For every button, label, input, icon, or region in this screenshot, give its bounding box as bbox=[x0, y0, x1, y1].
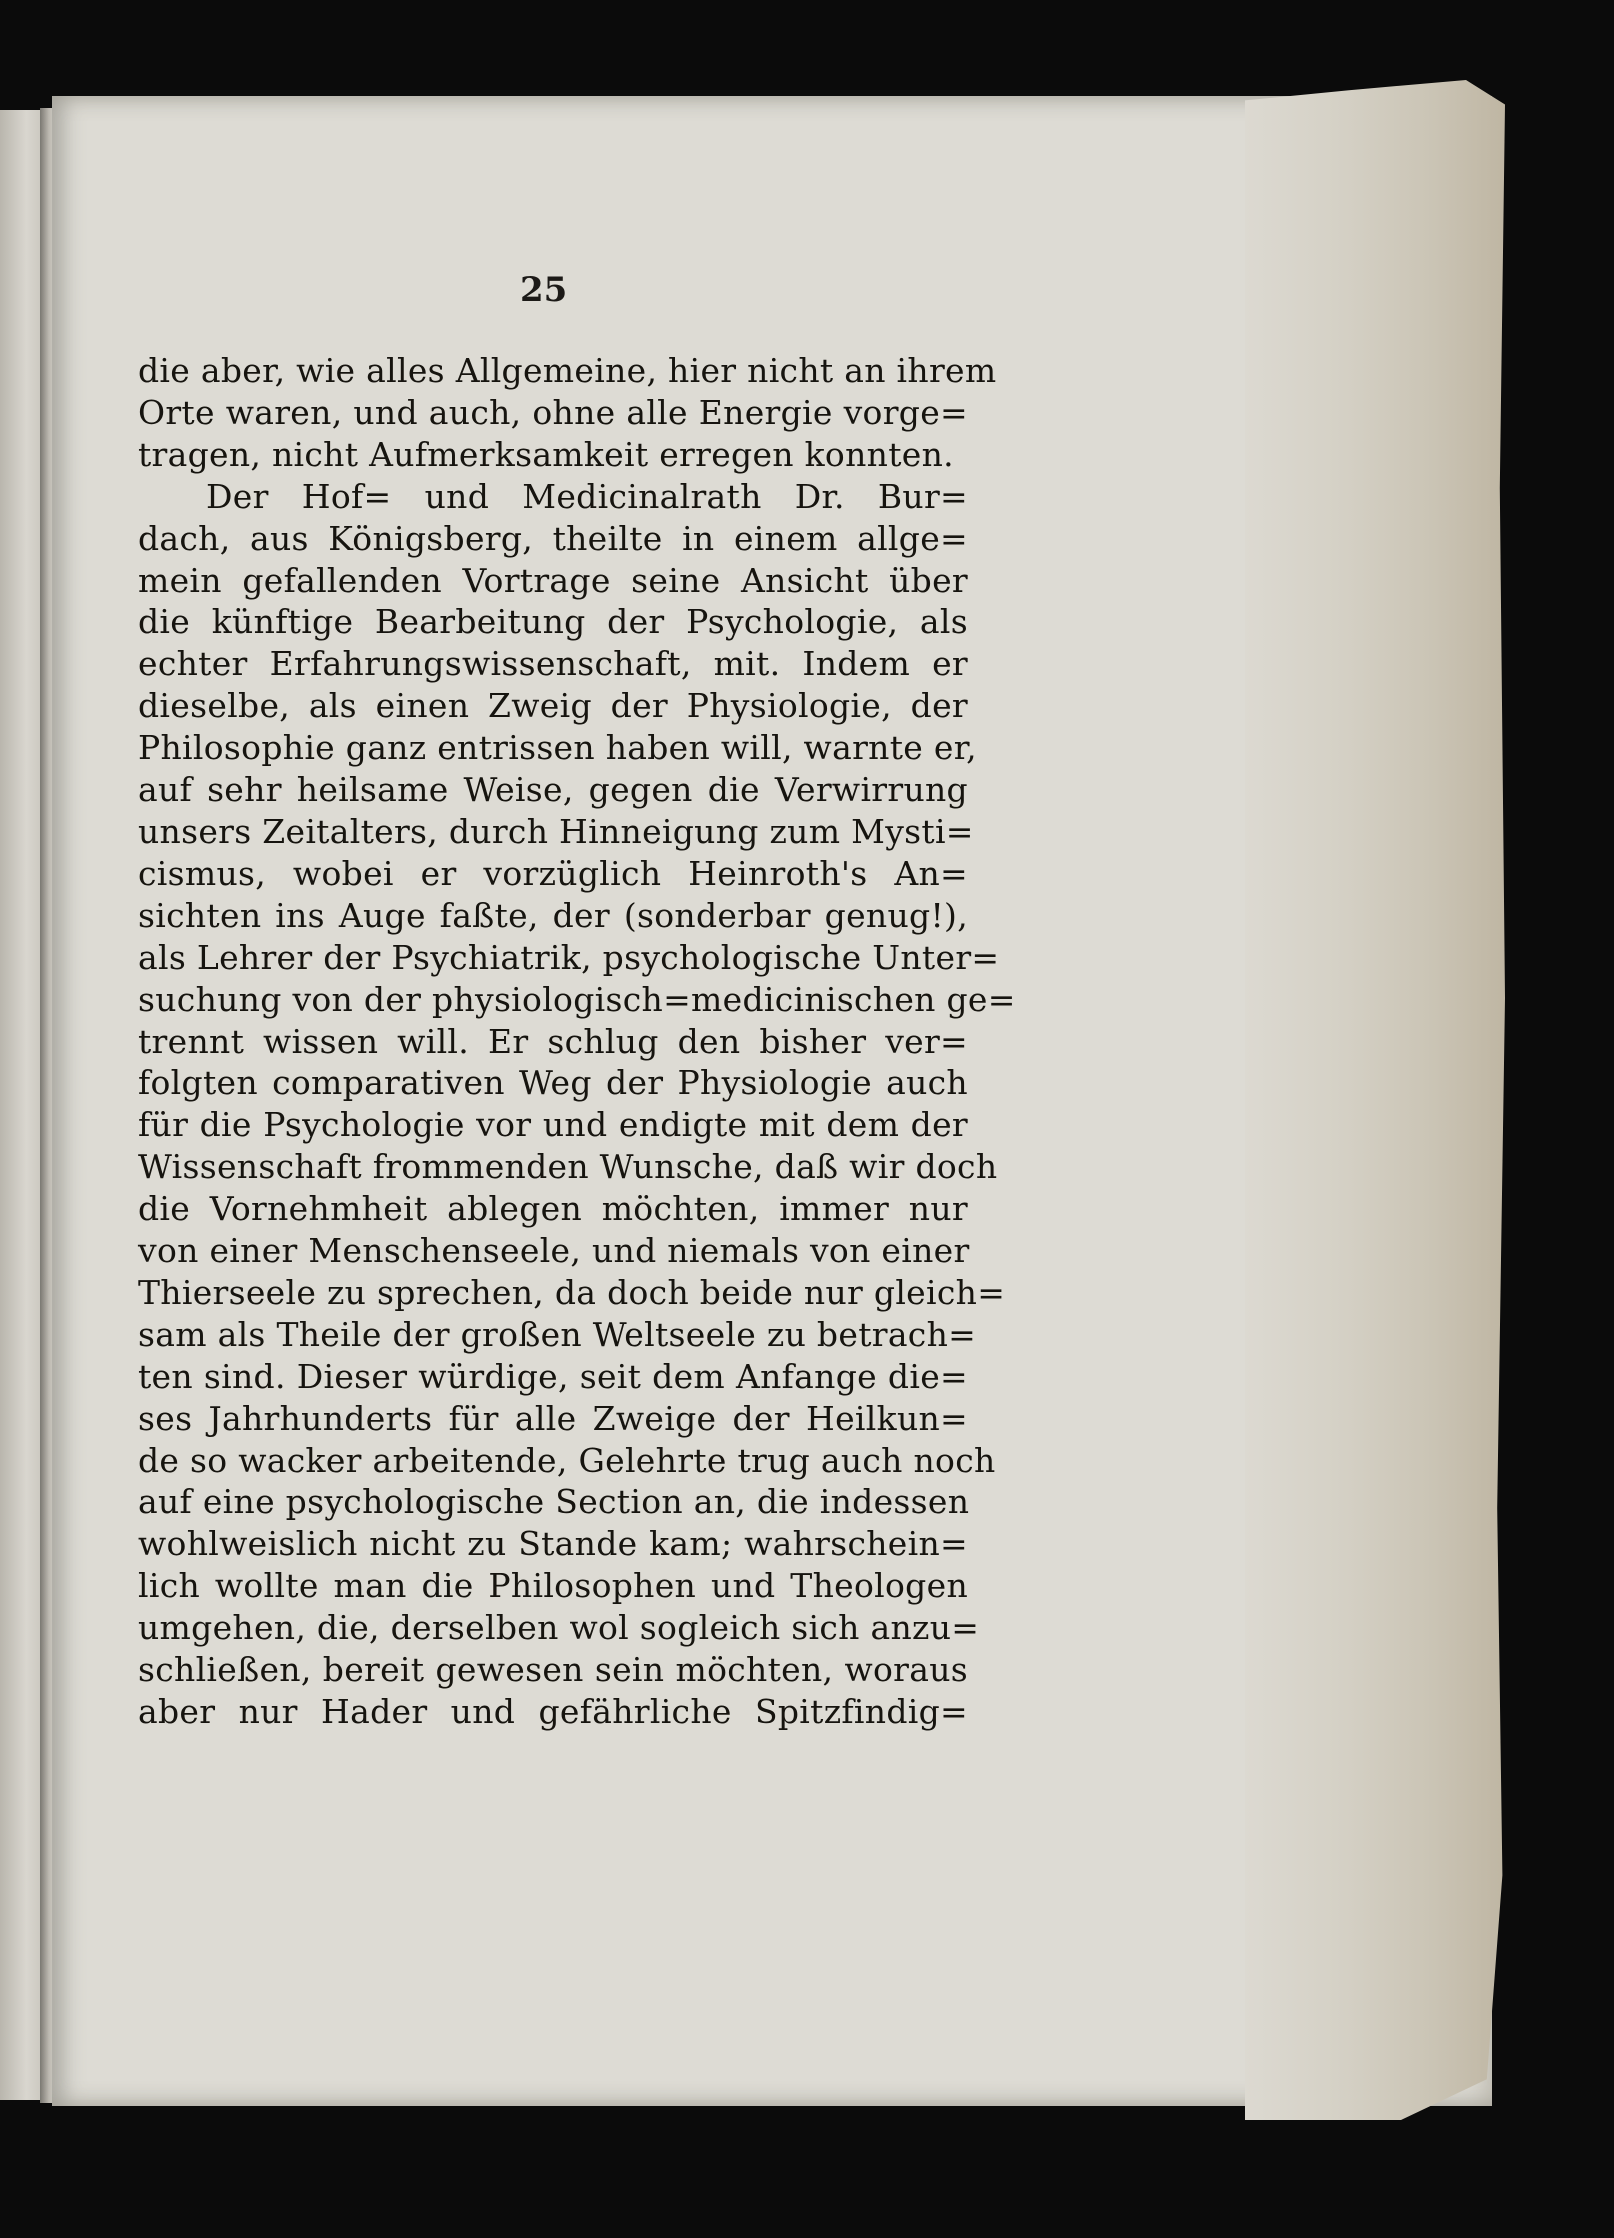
text-line: als Lehrer der Psychiatrik, psychologische Unter= bbox=[138, 937, 1000, 977]
page-body-text bbox=[138, 350, 1016, 1733]
text-line: mein gefallenden Vortrage seine Ansicht über bbox=[138, 560, 968, 600]
text-line: von einer Menschenseele, und niemals von einer bbox=[138, 1231, 970, 1271]
text-line: de so wacker arbeitende, Gelehrte trug auch noch bbox=[138, 1440, 996, 1480]
text-line: auf eine psychologische Section an, die indessen bbox=[138, 1482, 970, 1522]
text-line: folgten comparativen Weg der Physiologie auch bbox=[138, 1063, 968, 1103]
page-outer-edge bbox=[1245, 80, 1505, 2120]
text-line: Philosophie ganz entrissen haben will, warnte er, bbox=[138, 728, 977, 768]
text-line: sichten ins Auge faßte, der (sonderbar genug!), bbox=[138, 895, 968, 935]
text-line: umgehen, die, derselben wol sogleich sich anzu= bbox=[138, 1608, 980, 1648]
text-line: die Vornehmheit ablegen möchten, immer nur bbox=[138, 1189, 968, 1229]
text-line: Der Hof= und Medicinalrath Dr. Bur= bbox=[206, 476, 968, 516]
text-line: unsers Zeitalters, durch Hinneigung zum Mysti= bbox=[138, 811, 974, 851]
text-line: ses Jahrhunderts für alle Zweige der Heilkun= bbox=[138, 1398, 968, 1438]
text-line: für die Psychologie vor und endigte mit dem der bbox=[138, 1105, 968, 1145]
text-line: schließen, bereit gewesen sein möchten, woraus bbox=[138, 1650, 968, 1690]
text-line: die aber, wie alles Allgemeine, hier nicht an ihrem bbox=[138, 351, 997, 390]
text-line: Orte waren, und auch, ohne alle Energie vorge= bbox=[138, 392, 968, 432]
text-line: ten sind. Dieser würdige, seit dem Anfange die= bbox=[138, 1356, 968, 1396]
text-line: suchung von der physiologisch=medicinischen ge= bbox=[138, 979, 1016, 1019]
text-line: echter Erfahrungswissenschaft, mit. Indem er bbox=[138, 644, 968, 684]
page-number: 25 bbox=[520, 270, 568, 310]
text-line: sam als Theile der großen Weltseele zu betrach= bbox=[138, 1314, 977, 1354]
text-line: tragen, nicht Aufmerksamkeit erregen konnten. bbox=[138, 434, 954, 474]
text-line: dieselbe, als einen Zweig der Physiologie, der bbox=[138, 686, 968, 726]
text-line: Wissenschaft frommenden Wunsche, daß wir doch bbox=[138, 1147, 998, 1187]
text-line: Thierseele zu sprechen, da doch beide nur gleich= bbox=[138, 1272, 1006, 1312]
text-line: cismus, wobei er vorzüglich Heinroth's An= bbox=[138, 853, 968, 893]
text-line: auf sehr heilsame Weise, gegen die Verwirrung bbox=[138, 770, 968, 810]
text-line: lich wollte man die Philosophen und Theologen bbox=[138, 1566, 968, 1606]
text-line: dach, aus Königsberg, theilte in einem allge= bbox=[138, 518, 968, 558]
text-line: aber nur Hader und gefährliche Spitzfindig= bbox=[138, 1692, 968, 1731]
text-line: die künftige Bearbeitung der Psychologie, als bbox=[138, 602, 968, 642]
text-line: wohlweislich nicht zu Stande kam; wahrschein= bbox=[138, 1524, 968, 1564]
text-line: trennt wissen will. Er schlug den bisher ver= bbox=[138, 1021, 968, 1061]
